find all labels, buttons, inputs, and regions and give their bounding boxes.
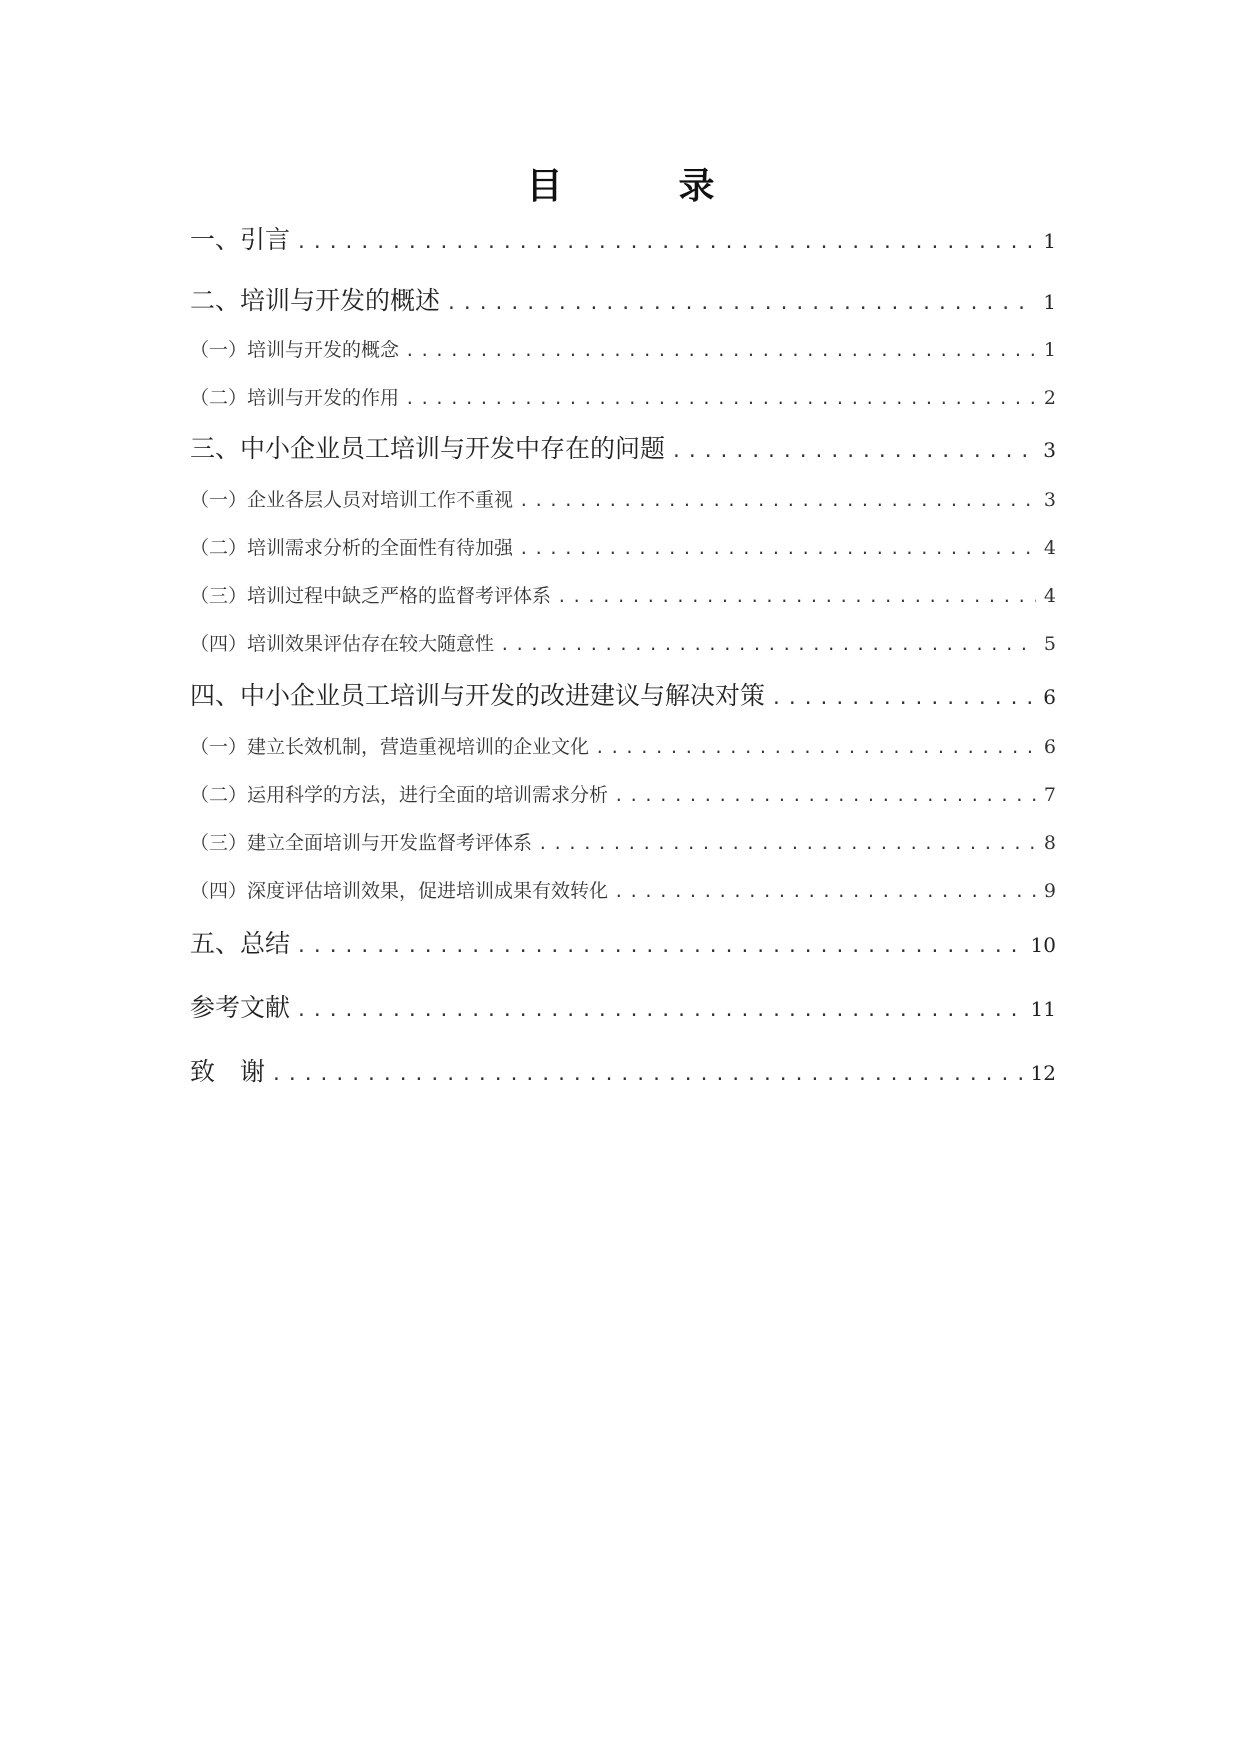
toc-entry-page: 2 [1043, 387, 1056, 409]
toc-entry-page: 3 [1043, 438, 1056, 462]
toc-entry[interactable] [190, 676, 1056, 712]
dot-leader [614, 786, 1036, 805]
toc-entry-label: 一、引言 [190, 225, 291, 254]
dot-leader [446, 293, 1036, 314]
toc-entry[interactable] [190, 533, 1056, 560]
dot-leader [500, 635, 1036, 654]
toc-entry[interactable] [190, 629, 1056, 656]
toc-entry[interactable] [190, 335, 1056, 362]
toc-entry[interactable] [190, 1052, 1056, 1088]
toc-entry-page: 9 [1043, 880, 1056, 902]
toc-entry[interactable] [190, 383, 1056, 410]
dot-leader [595, 738, 1036, 757]
toc-entry-page: 3 [1043, 489, 1056, 511]
toc-entry-label: （四）深度评估培训效果，促进培训成果有效转化 [190, 880, 609, 902]
toc-entry-page: 1 [1043, 339, 1056, 361]
toc-entry-label: 参考文献 [190, 993, 291, 1022]
toc-entry[interactable] [190, 732, 1056, 759]
dot-leader [405, 389, 1036, 408]
toc-entry-label: （一）培训与开发的概念 [190, 339, 400, 361]
toc-entry-label: 四、中小企业员工培训与开发的改进建议与解决对策 [190, 681, 766, 710]
toc-entry[interactable] [190, 924, 1056, 960]
toc-entry-label: （三）培训过程中缺乏严格的监督考评体系 [190, 585, 552, 607]
toc-entry[interactable] [190, 429, 1056, 465]
dot-leader [405, 341, 1036, 360]
toc-entry-page: 6 [1043, 736, 1056, 758]
toc-entry-page: 4 [1043, 585, 1056, 607]
toc-entry-page: 10 [1030, 933, 1056, 957]
toc-entry[interactable] [190, 581, 1056, 608]
dot-leader [296, 1000, 1025, 1021]
dot-leader [557, 587, 1036, 606]
dot-leader [519, 491, 1036, 510]
toc-entry[interactable] [190, 485, 1056, 512]
toc-entry-page: 1 [1043, 290, 1056, 314]
toc-entry-label: 致 谢 [190, 1057, 266, 1086]
toc-entry-page: 11 [1030, 997, 1056, 1021]
toc-entry-label: 五、总结 [190, 929, 291, 958]
dot-leader [296, 232, 1036, 253]
toc-entry-label: 二、培训与开发的概述 [190, 286, 441, 315]
dot-leader [271, 1064, 1025, 1085]
dot-leader [614, 882, 1036, 901]
toc-entry-label: （二）培训需求分析的全面性有待加强 [190, 537, 514, 559]
toc-entry-page: 5 [1043, 633, 1056, 655]
dot-leader [771, 688, 1036, 709]
toc-entry-page: 6 [1043, 685, 1056, 709]
toc-entry-page: 1 [1043, 229, 1056, 253]
toc-entry[interactable] [190, 780, 1056, 807]
toc-entry-page: 7 [1043, 784, 1056, 806]
dot-leader [296, 936, 1025, 957]
toc-entry-label: （二）培训与开发的作用 [190, 387, 400, 409]
toc-entry-label: （一）企业各层人员对培训工作不重视 [190, 489, 514, 511]
dot-leader [519, 539, 1036, 558]
toc-entry[interactable] [190, 876, 1056, 903]
toc-entry[interactable] [190, 281, 1056, 317]
toc-entry-label: （四）培训效果评估存在较大随意性 [190, 633, 495, 655]
toc-entry[interactable] [190, 988, 1056, 1024]
toc-entry[interactable] [190, 828, 1056, 855]
toc-title: 目 录 [526, 165, 755, 207]
dot-leader [671, 441, 1036, 462]
toc-entry-label: （三）建立全面培训与开发监督考评体系 [190, 832, 533, 854]
toc-entry[interactable] [190, 220, 1056, 256]
toc-entry-page: 8 [1043, 832, 1056, 854]
toc-entry-label: 三、中小企业员工培训与开发中存在的问题 [190, 434, 666, 463]
toc-entry-page: 4 [1043, 537, 1056, 559]
toc-entry-page: 12 [1030, 1061, 1056, 1085]
toc-entry-label: （二）运用科学的方法，进行全面的培训需求分析 [190, 784, 609, 806]
toc-entry-label: （一）建立长效机制，营造重视培训的企业文化 [190, 736, 590, 758]
dot-leader [538, 834, 1036, 853]
